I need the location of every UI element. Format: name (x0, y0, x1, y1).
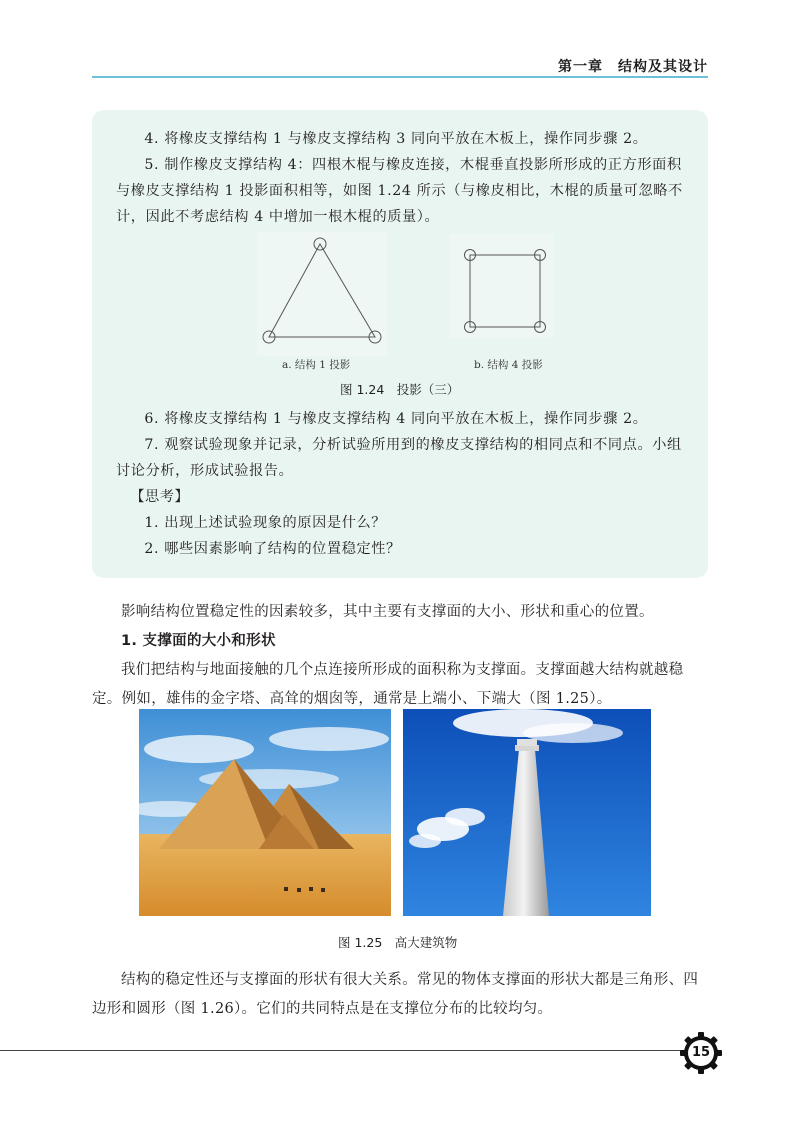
support-area-paragraph: 我们把结构与地面接触的几个点连接所形成的面积称为支撑面。支撑面越大结构就越稳定。例如，雄伟的金字塔、高耸的烟囱等，通常是上端小、下端大（图 1.25）。 (92, 662, 684, 707)
structure-4-projection (450, 234, 554, 338)
figure-1-25-caption: 图 1.25 高大建筑物 (338, 935, 458, 950)
pyramid-photo (139, 709, 391, 916)
page-number: 15 (691, 1045, 711, 1060)
step-6: 6. 将橡皮支撑结构 1 与橡皮支撑结构 4 同向平放在木板上，操作同步骤 2。 (144, 411, 648, 427)
intro-paragraph: 影响结构位置稳定性的因素较多，其中主要有支撑面的大小、形状和重心的位置。 (121, 604, 654, 620)
question-1: 1. 出现上述试验现象的原因是什么？ (144, 515, 387, 531)
body-text-top (92, 598, 708, 714)
step-7: 7. 观察试验现象并记录，分析试验所用到的橡皮支撑结构的相同点和不同点。小组讨论分析，形成试验报告。 (116, 437, 682, 479)
subcaption-b: b. 结构 4 投影 (474, 359, 543, 371)
think-title: 【思考】 (130, 489, 190, 505)
step-5: 5. 制作橡皮支撑结构 4：四根木棍与橡皮连接，木棍垂直投影所形成的正方形面积与橡皮支撑结构 1 投影面积相等，如图 1.24 所示（与橡皮相比，木棍的质量可忽略不计，因此不考虑结构 4 中增加一根木棍的质量）。 (116, 157, 683, 225)
activity-steps-top (116, 126, 688, 230)
figure-1-24-caption: 图 1.24 投影（三） (340, 382, 460, 397)
section-title: 1. 支撑面的大小和形状 (121, 633, 276, 649)
support-shape-paragraph: 结构的稳定性还与支撑面的形状有很大关系。常见的物体支撑面的形状大都是三角形、四边形和圆形（图 1.26）。它们的共同特点是在支撑位分布的比较均匀。 (92, 972, 699, 1017)
chimney-photo (403, 709, 651, 916)
activity-steps-bottom (116, 406, 688, 562)
page-number-gear (680, 1032, 722, 1074)
question-2: 2. 哪些因素影响了结构的位置稳定性？ (144, 541, 401, 557)
body-text-bottom (92, 966, 708, 1024)
step-4: 4. 将橡皮支撑结构 1 与橡皮支撑结构 3 同向平放在木板上，操作同步骤 2。 (144, 131, 648, 147)
subcaption-a: a. 结构 1 投影 (282, 359, 351, 371)
structure-1-projection (257, 232, 387, 356)
chapter-header: 第一章 结构及其设计 (558, 59, 708, 75)
footer-rule (0, 1050, 690, 1051)
activity-box (92, 110, 708, 578)
figure-1-24 (92, 232, 708, 398)
header-rule (92, 76, 708, 78)
